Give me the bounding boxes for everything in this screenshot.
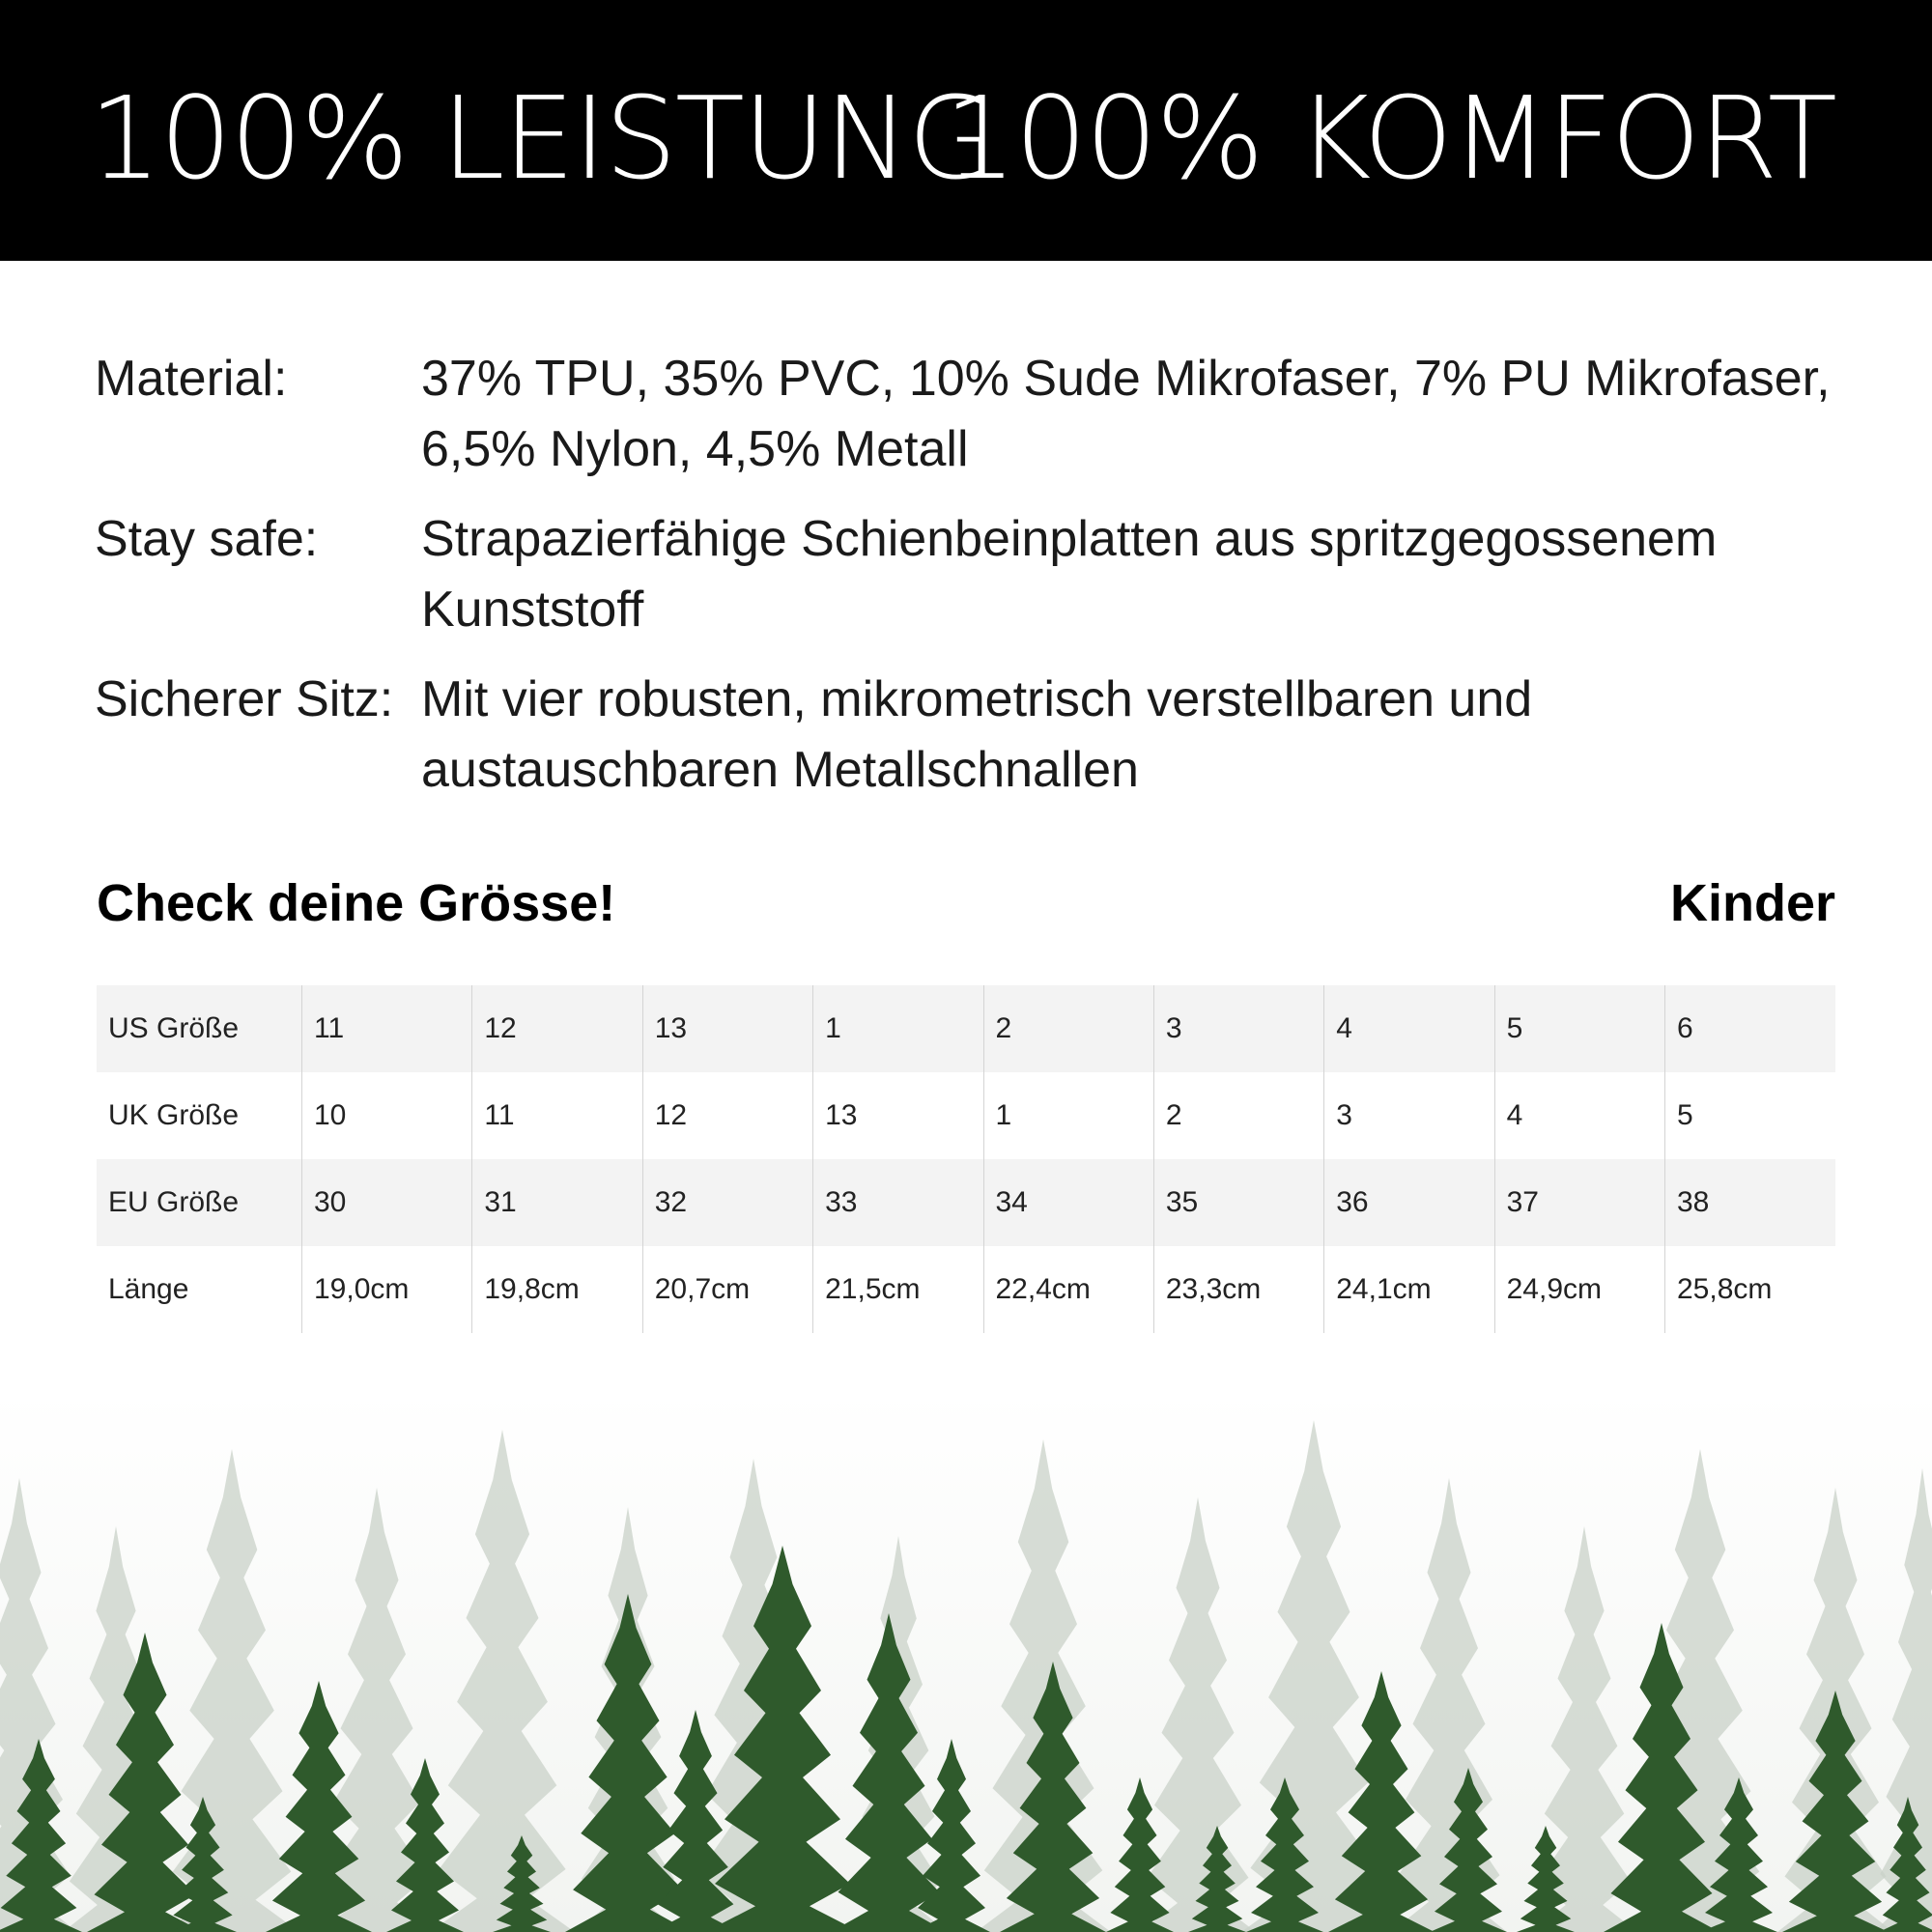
table-cell: 13 (813, 1072, 983, 1159)
table-cell: 20,7cm (642, 1246, 812, 1333)
header-banner (0, 0, 1932, 261)
table-cell: 6 (1665, 985, 1836, 1072)
spec-line: Strapazierfähige Schienbeinplatten aus spritzgegossenem (421, 511, 1718, 567)
table-cell: 38 (1665, 1159, 1836, 1246)
table-cell: 11 (472, 1072, 642, 1159)
row-label: EU Größe (97, 1159, 302, 1246)
table-cell: 11 (302, 985, 472, 1072)
table-cell: 5 (1494, 985, 1664, 1072)
spec-value (421, 665, 1843, 806)
table-cell: 2 (1153, 1072, 1323, 1159)
spec-label: Material: (95, 351, 288, 407)
table-cell: 31 (472, 1159, 642, 1246)
spec-stay-safe (95, 504, 1843, 645)
table-cell: 3 (1324, 1072, 1494, 1159)
table-cell: 12 (642, 1072, 812, 1159)
spec-line: 37% TPU, 35% PVC, 10% Sude Mikrofaser, 7% PU Mikrofaser, (421, 351, 1831, 407)
table-cell: 12 (472, 985, 642, 1072)
table-cell: 32 (642, 1159, 812, 1246)
table-row-us (97, 985, 1835, 1072)
table-cell: 30 (302, 1159, 472, 1246)
table-cell: 35 (1153, 1159, 1323, 1246)
table-cell: 2 (983, 985, 1153, 1072)
table-cell: 25,8cm (1665, 1246, 1836, 1333)
table-cell: 10 (302, 1072, 472, 1159)
forest-illustration (0, 1391, 1932, 1932)
spec-label: Stay safe: (95, 511, 319, 567)
row-label: UK Größe (108, 1099, 240, 1131)
table-cell: 34 (983, 1159, 1153, 1246)
table-cell: 4 (1494, 1072, 1664, 1159)
table-cell: 5 (1665, 1072, 1836, 1159)
table-cell: 22,4cm (983, 1246, 1153, 1333)
spec-line: Kunststoff (421, 582, 644, 638)
header-right-slogan: 100% KOMFORT (944, 71, 1835, 205)
spec-material (95, 344, 1843, 485)
table-cell: 4 (1324, 985, 1494, 1072)
table-cell: 24,1cm (1324, 1246, 1494, 1333)
table-cell: 1 (813, 985, 983, 1072)
size-table (97, 985, 1835, 1333)
spec-line: austauschbaren Metallschnallen (421, 742, 1139, 798)
table-cell: 13 (642, 985, 812, 1072)
size-group-label: Kinder (1669, 874, 1835, 932)
spec-value (421, 504, 1843, 645)
size-section-title: Check deine Grösse! (97, 874, 616, 932)
table-cell: 3 (1153, 985, 1323, 1072)
row-label: Länge (108, 1273, 189, 1305)
table-cell: 19,0cm (302, 1246, 472, 1333)
table-row-length (97, 1246, 1835, 1333)
table-cell: 36 (1324, 1159, 1494, 1246)
table-cell: 33 (813, 1159, 983, 1246)
table-cell: 37 (1494, 1159, 1664, 1246)
product-specs (95, 344, 1843, 825)
table-cell: 1 (983, 1072, 1153, 1159)
spec-secure-fit (95, 665, 1843, 806)
table-row-uk (97, 1072, 1835, 1159)
header-left-slogan: 100% LEISTUNG (89, 71, 995, 205)
spec-line: 6,5% Nylon, 4,5% Metall (421, 421, 969, 477)
table-cell: 23,3cm (1153, 1246, 1323, 1333)
table-cell: 24,9cm (1494, 1246, 1664, 1333)
row-label: US Größe (97, 985, 302, 1072)
table-row-eu (97, 1159, 1835, 1246)
spec-line: Mit vier robusten, mikrometrisch verstellbaren und (421, 671, 1533, 727)
spec-label: Sicherer Sitz: (95, 671, 394, 727)
table-cell: 19,8cm (472, 1246, 642, 1333)
table-cell: 21,5cm (813, 1246, 983, 1333)
spec-value (421, 344, 1843, 485)
